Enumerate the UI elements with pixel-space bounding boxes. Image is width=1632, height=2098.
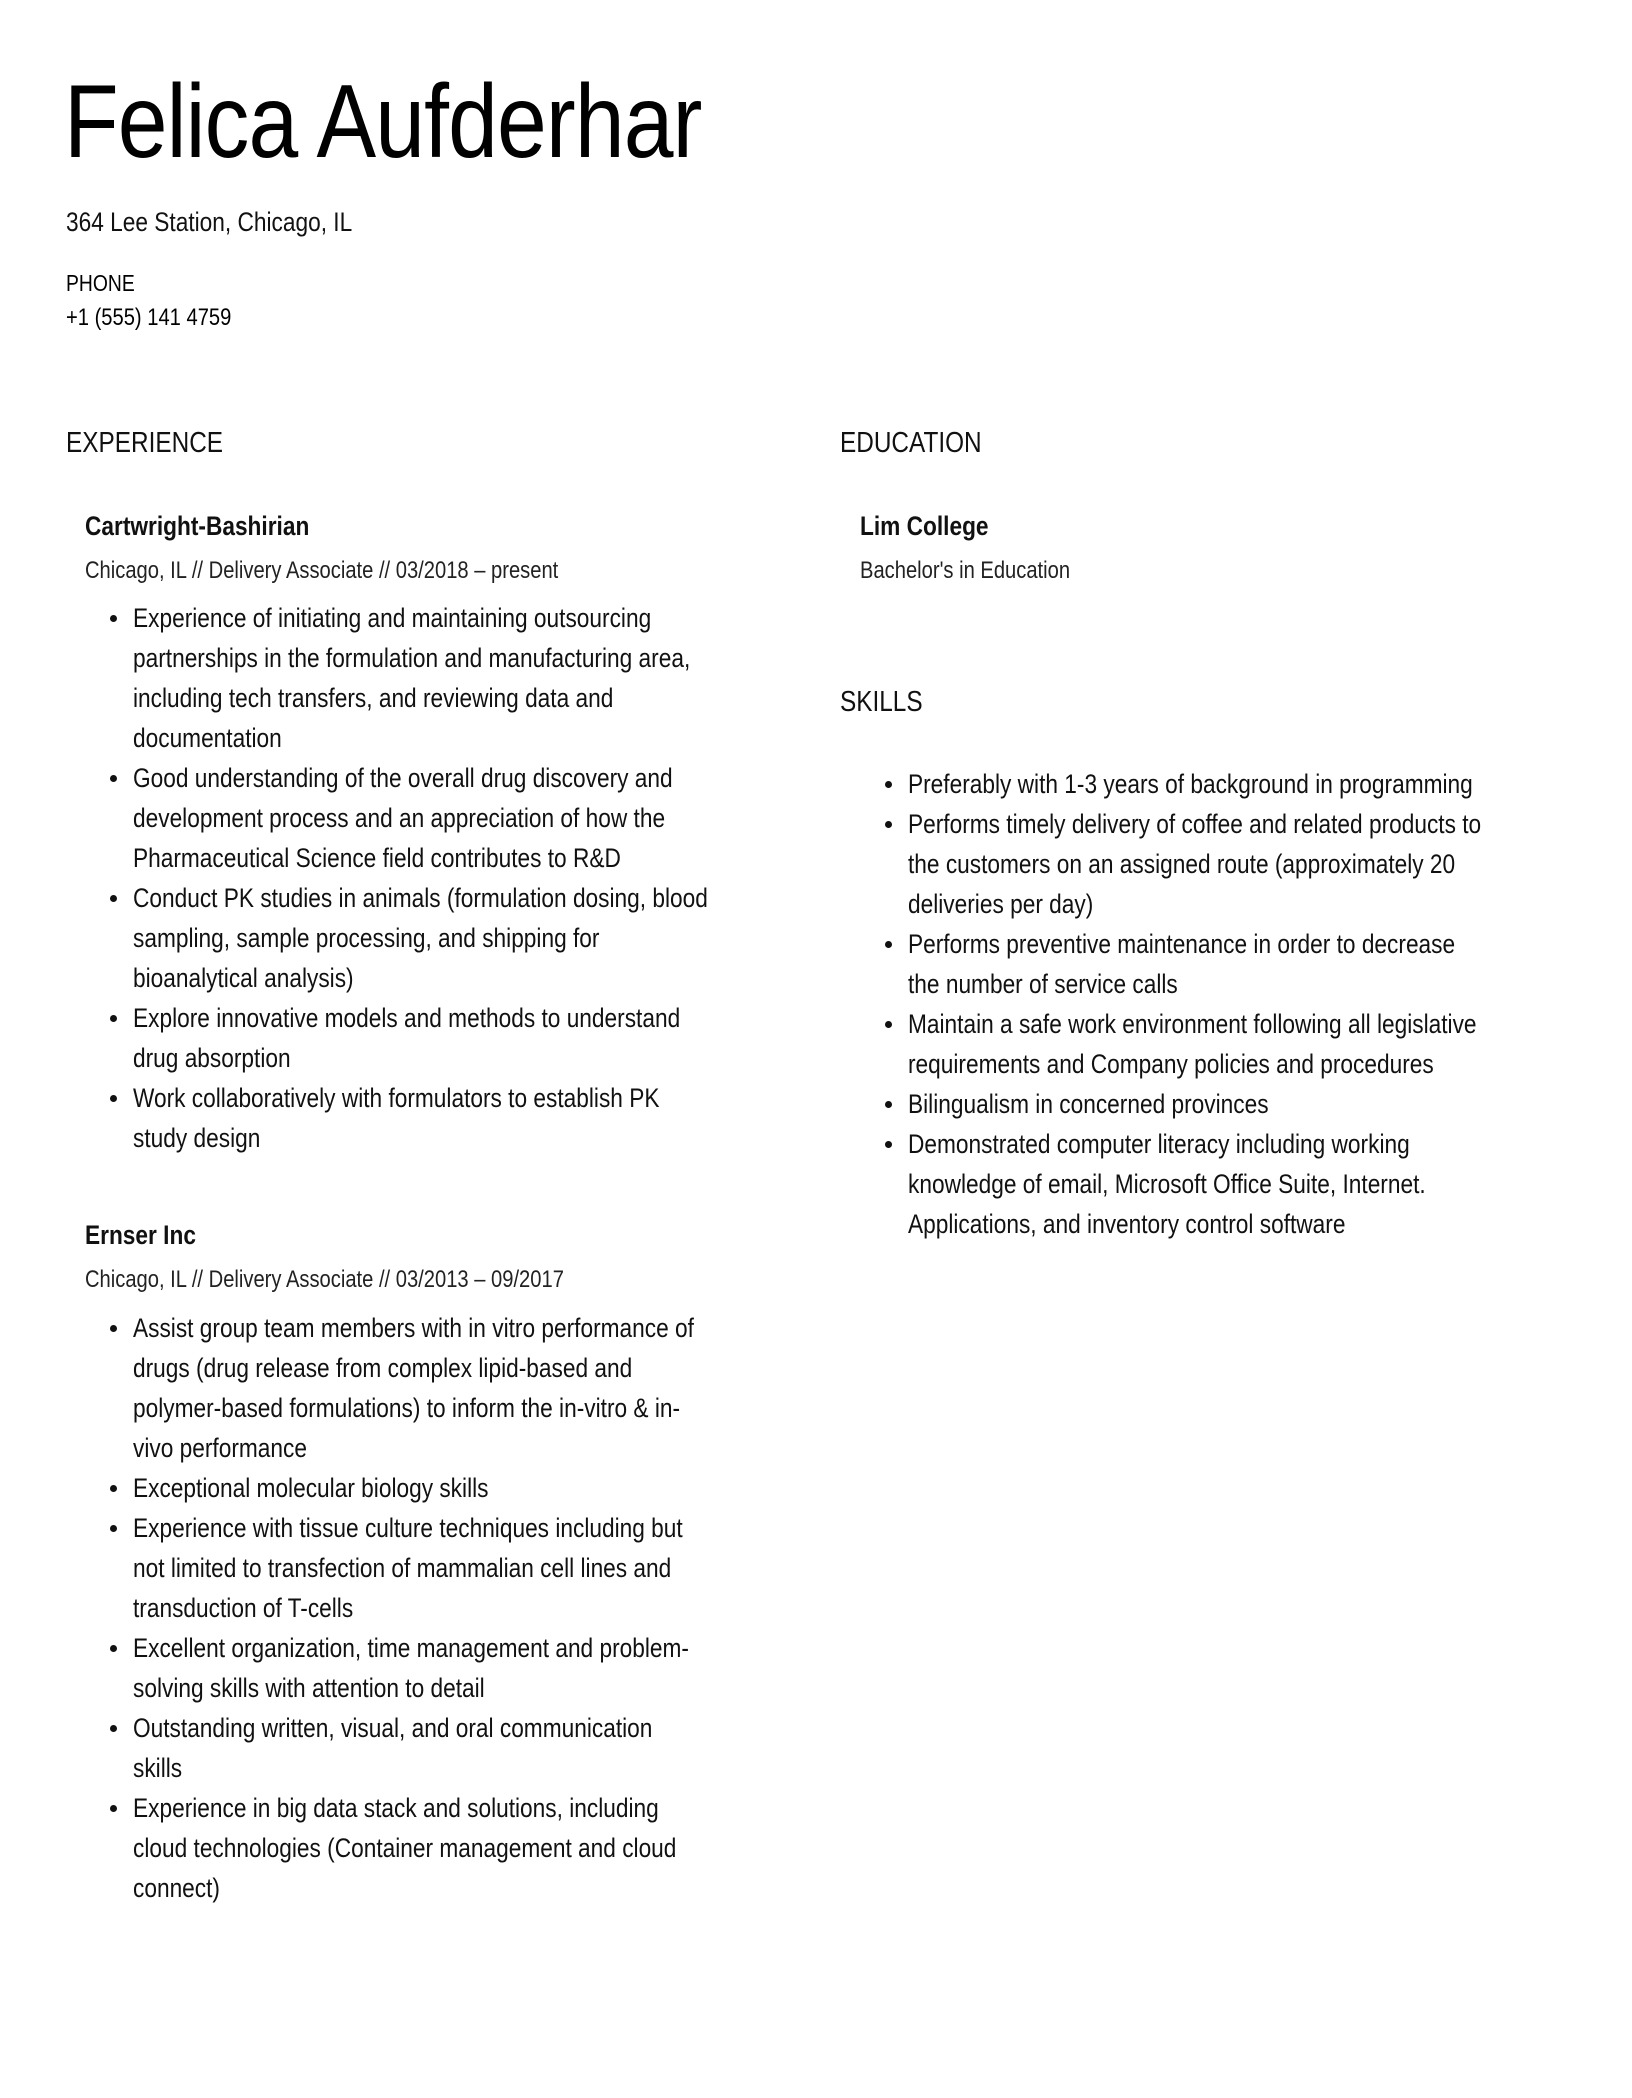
phone-label: PHONE — [66, 270, 135, 296]
bullet-dot-icon — [110, 1805, 117, 1812]
job-company: Ernser Inc — [85, 1220, 196, 1250]
bullet-text-line: Good understanding of the overall drug discovery and — [133, 763, 673, 793]
bullet-dot-icon — [885, 941, 892, 948]
bullet-text-line: Experience in big data stack and solutions, including — [133, 1793, 659, 1823]
bullet-text-line: Performs preventive maintenance in order to decrease — [908, 929, 1456, 959]
bullet-text-line: connect) — [133, 1873, 220, 1903]
bullet-text-line: knowledge of email, Microsoft Office Suite, Internet. — [908, 1169, 1426, 1199]
bullet-dot-icon — [110, 1325, 117, 1332]
job-bullet-list — [133, 1308, 801, 1908]
bullet-dot-icon — [885, 1141, 892, 1148]
bullet-item — [908, 804, 1590, 924]
bullet-text-line: not limited to transfection of mammalian cell lines and — [133, 1553, 672, 1583]
bullet-text-line: Excellent organization, time management and problem- — [133, 1633, 689, 1663]
job-meta: Chicago, IL // Delivery Associate // 03/2013 – 09/2017 — [85, 1266, 564, 1293]
education-heading: EDUCATION — [840, 427, 982, 459]
bullet-text-line: requirements and Company policies and procedures — [908, 1049, 1434, 1079]
bullet-text-line: drugs (drug release from complex lipid-based and — [133, 1353, 633, 1383]
bullet-dot-icon — [110, 1645, 117, 1652]
bullet-text-line: Work collaboratively with formulators to establish PK — [133, 1083, 660, 1113]
bullet-dot-icon — [110, 615, 117, 622]
bullet-item — [908, 1084, 1590, 1124]
bullet-text-line: cloud technologies (Container management and cloud — [133, 1833, 677, 1863]
bullet-text-line: Pharmaceutical Science field contributes to R&D — [133, 843, 621, 873]
bullet-item — [908, 924, 1590, 1004]
bullet-item — [133, 1508, 801, 1628]
bullet-text-line: Outstanding written, visual, and oral communication — [133, 1713, 653, 1743]
bullet-text-line: vivo performance — [133, 1433, 307, 1463]
bullet-item — [133, 1708, 801, 1788]
bullet-text-line: Experience of initiating and maintaining outsourcing — [133, 603, 652, 633]
bullet-dot-icon — [110, 1725, 117, 1732]
bullet-item — [133, 758, 817, 878]
bullet-item — [908, 764, 1590, 804]
bullet-text-line: Performs timely delivery of coffee and related products to — [908, 809, 1482, 839]
bullet-dot-icon — [110, 1485, 117, 1492]
job-bullet-list — [133, 598, 817, 1158]
bullet-item — [133, 1628, 801, 1708]
job-meta: Chicago, IL // Delivery Associate // 03/2018 – present — [85, 557, 559, 584]
bullet-item — [133, 998, 817, 1078]
bullet-text-line: development process and an appreciation of how the — [133, 803, 666, 833]
bullet-dot-icon — [110, 1095, 117, 1102]
bullet-item — [908, 1124, 1590, 1244]
bullet-text-line: skills — [133, 1753, 183, 1783]
bullet-text-line: the number of service calls — [908, 969, 1178, 999]
bullet-item — [133, 1308, 801, 1468]
skills-bullet-list — [908, 764, 1590, 1244]
job-company: Cartwright-Bashirian — [85, 511, 310, 541]
bullet-item — [133, 1078, 817, 1158]
bullet-dot-icon — [885, 1021, 892, 1028]
bullet-text-line: Conduct PK studies in animals (formulation dosing, blood — [133, 883, 708, 913]
bullet-text-line: study design — [133, 1123, 261, 1153]
bullet-item — [133, 1788, 801, 1908]
bullet-text-line: documentation — [133, 723, 282, 753]
bullet-dot-icon — [110, 775, 117, 782]
bullet-text-line: polymer-based formulations) to inform the in-vitro & in- — [133, 1393, 681, 1423]
phone-number: +1 (555) 141 4759 — [66, 304, 232, 331]
bullet-text-line: Experience with tissue culture techniques including but — [133, 1513, 683, 1543]
bullet-text-line: including tech transfers, and reviewing data and — [133, 683, 614, 713]
bullet-text-line: sampling, sample processing, and shipping for — [133, 923, 600, 953]
bullet-dot-icon — [110, 1015, 117, 1022]
bullet-dot-icon — [885, 821, 892, 828]
bullet-text-line: bioanalytical analysis) — [133, 963, 354, 993]
bullet-text-line: Applications, and inventory control software — [908, 1209, 1346, 1239]
bullet-text-line: deliveries per day) — [908, 889, 1094, 919]
bullet-dot-icon — [110, 895, 117, 902]
bullet-text-line: Exceptional molecular biology skills — [133, 1473, 489, 1503]
address: 364 Lee Station, Chicago, IL — [66, 207, 353, 237]
bullet-text-line: Demonstrated computer literacy including working — [908, 1129, 1410, 1159]
bullet-item — [133, 598, 817, 758]
bullet-text-line: Maintain a safe work environment following all legislative — [908, 1009, 1477, 1039]
degree: Bachelor's in Education — [860, 557, 1071, 584]
bullet-dot-icon — [110, 1525, 117, 1532]
bullet-item — [908, 1004, 1590, 1084]
bullet-text-line: Bilingualism in concerned provinces — [908, 1089, 1269, 1119]
bullet-text-line: the customers on an assigned route (approximately 20 — [908, 849, 1456, 879]
bullet-text-line: Assist group team members with in vitro performance of — [133, 1313, 694, 1343]
bullet-text-line: solving skills with attention to detail — [133, 1673, 485, 1703]
bullet-text-line: transduction of T-cells — [133, 1593, 354, 1623]
bullet-item — [133, 878, 817, 998]
bullet-dot-icon — [885, 1101, 892, 1108]
bullet-item — [133, 1468, 801, 1508]
bullet-text-line: partnerships in the formulation and manufacturing area, — [133, 643, 691, 673]
bullet-text-line: Preferably with 1-3 years of background in programming — [908, 769, 1473, 799]
candidate-name: Felica Aufderhar — [64, 64, 702, 180]
experience-heading: EXPERIENCE — [66, 427, 224, 459]
skills-heading: SKILLS — [840, 686, 923, 718]
bullet-text-line: drug absorption — [133, 1043, 291, 1073]
bullet-text-line: Explore innovative models and methods to understand — [133, 1003, 681, 1033]
school-name: Lim College — [860, 511, 989, 541]
bullet-dot-icon — [885, 781, 892, 788]
